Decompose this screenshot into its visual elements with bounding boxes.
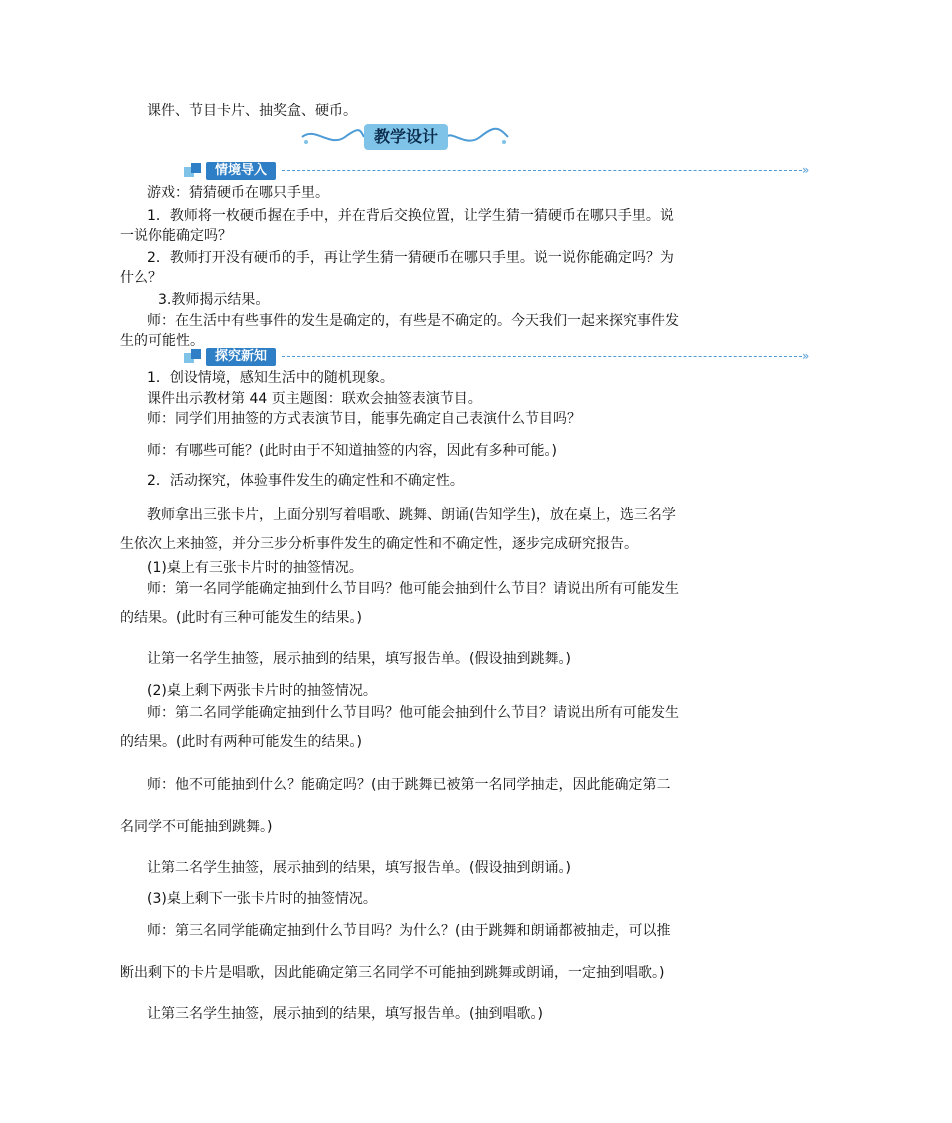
dashed-divider bbox=[282, 356, 802, 357]
paragraph: 师：第二名同学能确定抽到什么节目吗？他可能会抽到什么节目？请说出所有可能发生 bbox=[147, 705, 679, 721]
paragraph: 游戏：猜猜硬币在哪只手里。 bbox=[147, 185, 329, 201]
paragraph: 生的可能性。 bbox=[120, 333, 204, 349]
puzzle-icon bbox=[182, 161, 204, 181]
paragraph: (3)桌上剩下一张卡片时的抽签情况。 bbox=[147, 891, 377, 907]
paragraph: 的结果。(此时有三种可能发生的结果。) bbox=[120, 610, 362, 626]
paragraph: 生依次上来抽签，并分三步分析事件发生的确定性和不确定性，逐步完成研究报告。 bbox=[120, 536, 638, 552]
paragraph: 2．教师打开没有硬币的手，再让学生猜一猜硬币在哪只手里。说一说你能确定吗？为 bbox=[147, 250, 674, 266]
paragraph: (1)桌上有三张卡片时的抽签情况。 bbox=[147, 560, 363, 576]
paragraph: 名同学不可能抽到跳舞。) bbox=[120, 819, 273, 835]
paragraph: 3.教师揭示结果。 bbox=[158, 292, 270, 308]
paragraph: 师：第三名同学能确定抽到什么节目吗？为什么？(由于跳舞和朗诵都被抽走，可以推 bbox=[147, 923, 671, 939]
paragraph: 让第一名学生抽签，展示抽到的结果，填写报告单。(假设抽到跳舞。) bbox=[147, 651, 571, 667]
sub-header-label: 探究新知 bbox=[206, 348, 276, 366]
paragraph: 1．教师将一枚硬币握在手中，并在背后交换位置，让学生猜一猜硬币在哪只手里。说 bbox=[147, 208, 674, 224]
paragraph: 的结果。(此时有两种可能发生的结果。) bbox=[120, 734, 362, 750]
paragraph: 什么？ bbox=[120, 270, 162, 286]
puzzle-icon bbox=[182, 347, 204, 367]
paragraph: 让第三名学生抽签，展示抽到的结果，填写报告单。(抽到唱歌。) bbox=[147, 1006, 543, 1022]
paragraph: 一说你能确定吗？ bbox=[120, 228, 232, 244]
paragraph: 师：同学们用抽签的方式表演节目，能事先确定自己表演什么节目吗？ bbox=[147, 411, 581, 427]
paragraph: 2．活动探究，体验事件发生的确定性和不确定性。 bbox=[147, 473, 464, 489]
double-chevron-icon: » bbox=[802, 163, 810, 177]
section-title: 教学设计 bbox=[364, 124, 448, 150]
paragraph: 1．创设情境，感知生活中的随机现象。 bbox=[147, 370, 394, 386]
section-banner bbox=[300, 124, 510, 150]
paragraph: 让第二名学生抽签，展示抽到的结果，填写报告单。(假设抽到朗诵。) bbox=[147, 860, 571, 876]
paragraph: 断出剩下的卡片是唱歌，因此能确定第三名同学不可能抽到跳舞或朗诵，一定抽到唱歌。) bbox=[120, 965, 665, 981]
paragraph: 师：在生活中有些事件的发生是确定的，有些是不确定的。今天我们一起来探究事件发 bbox=[147, 313, 679, 329]
double-chevron-icon: » bbox=[802, 349, 810, 363]
paragraph: 师：他不可能抽到什么？能确定吗？(由于跳舞已被第一名同学抽走，因此能确定第二 bbox=[147, 777, 671, 793]
paragraph: 课件出示教材第 44 页主题图：联欢会抽签表演节目。 bbox=[147, 391, 482, 407]
materials-line: 课件、节目卡片、抽奖盒、硬币。 bbox=[147, 103, 357, 119]
paragraph: 师：有哪些可能？(此时由于不知道抽签的内容，因此有多种可能。) bbox=[147, 443, 557, 459]
sub-header-label: 情境导入 bbox=[206, 162, 276, 180]
paragraph: 教师拿出三张卡片，上面分别写着唱歌、跳舞、朗诵(告知学生)，放在桌上，选三名学 bbox=[147, 507, 676, 523]
paragraph: 师：第一名同学能确定抽到什么节目吗？他可能会抽到什么节目？请说出所有可能发生 bbox=[147, 581, 679, 597]
paragraph: (2)桌上剩下两张卡片时的抽签情况。 bbox=[147, 683, 377, 699]
dashed-divider bbox=[282, 170, 802, 171]
